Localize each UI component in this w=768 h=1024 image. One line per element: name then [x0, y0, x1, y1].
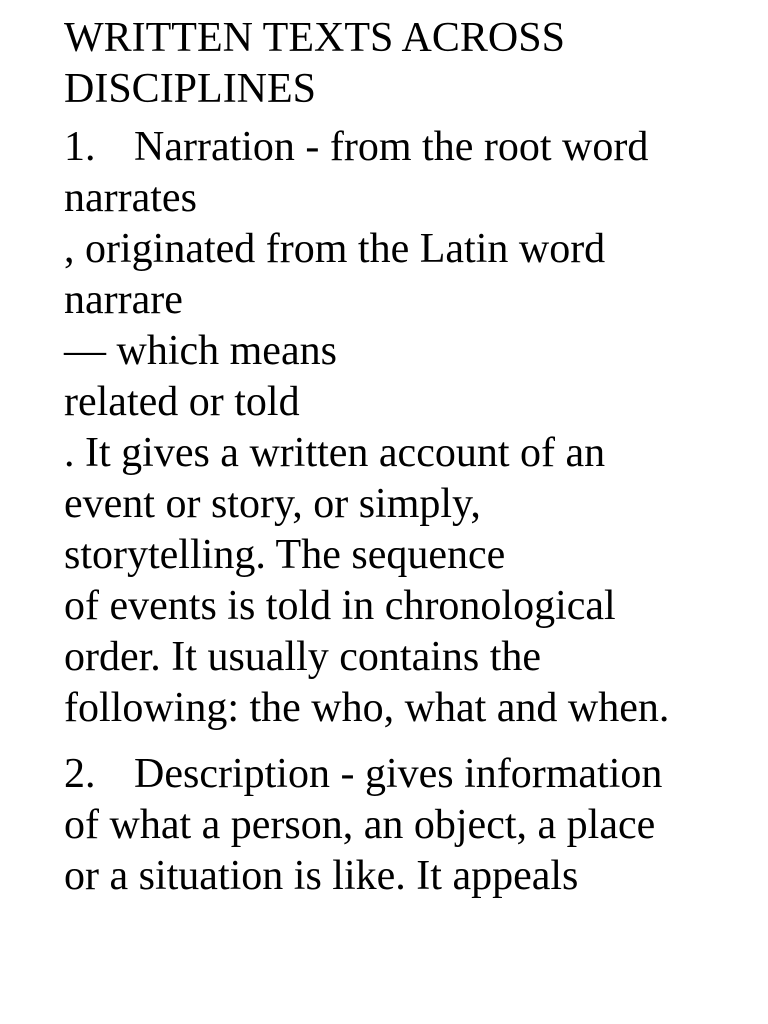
document-body — [64, 13, 754, 902]
list-item-narration — [64, 122, 754, 734]
paragraph-line: narrates — [64, 175, 197, 221]
paragraph-line: narrare — [64, 277, 183, 323]
item-number: 1. — [64, 124, 96, 170]
list-item-description — [64, 749, 754, 902]
paragraph-line: storytelling. The sequence — [64, 532, 506, 578]
paragraph-line: event or story, or simply, — [64, 481, 481, 527]
paragraph-line: , originated from the Latin word — [64, 226, 606, 272]
paragraph-line: . It gives a written account of an — [64, 430, 606, 476]
paragraph-line — [64, 749, 754, 800]
line-text: Narration - from the root word — [134, 124, 649, 170]
document-title — [64, 13, 754, 115]
paragraph-line — [64, 122, 754, 173]
item-number: 2. — [64, 751, 96, 797]
paragraph-line: — which means — [64, 328, 337, 374]
paragraph-line: of what a person, an object, a place — [64, 802, 656, 848]
paragraph-line: or a situation is like. It appeals — [64, 853, 579, 899]
paragraph-line: following: the who, what and when. — [64, 685, 670, 731]
title-line: DISCIPLINES — [64, 66, 317, 112]
line-text: Description - gives information — [134, 751, 663, 797]
paragraph-line: order. It usually contains the — [64, 634, 542, 680]
paragraph-line: of events is told in chronological — [64, 583, 616, 629]
paragraph-line: related or told — [64, 379, 300, 425]
title-line: WRITTEN TEXTS ACROSS — [64, 15, 565, 61]
